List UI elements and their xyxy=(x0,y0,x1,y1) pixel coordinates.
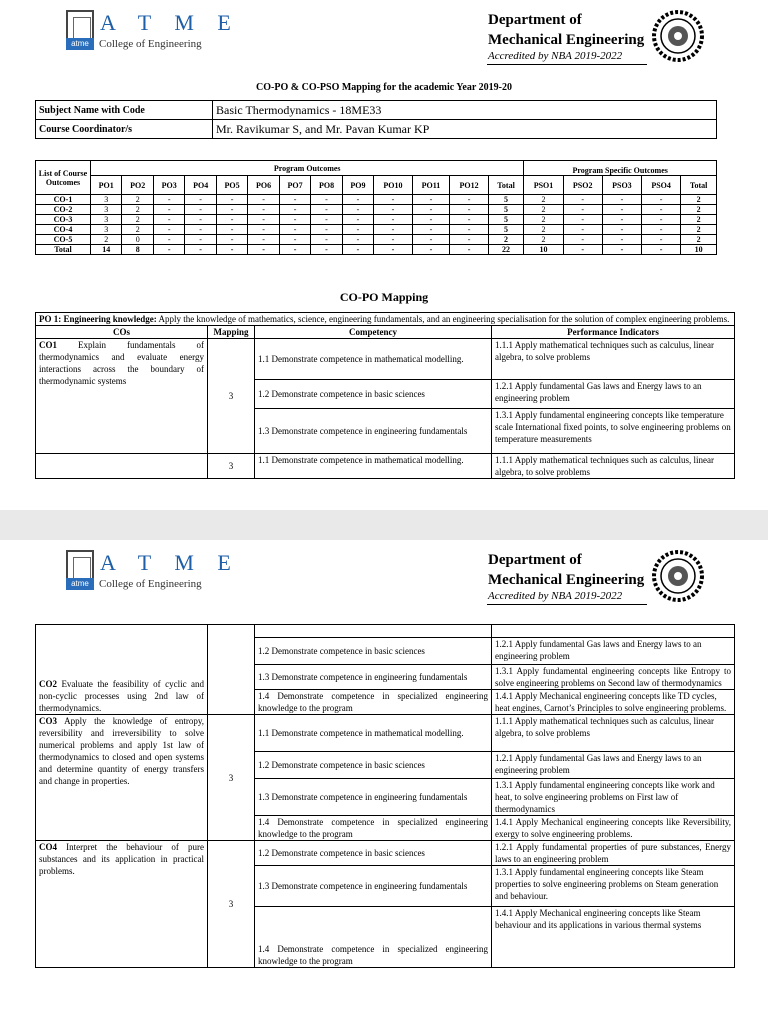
matrix-col-header: PSO2 xyxy=(563,176,602,195)
performance-indicator-cell: 1.2.1 Apply fundamental Gas laws and Energy laws to an engineering problem xyxy=(492,380,735,409)
matrix-cell: 3 xyxy=(91,215,122,225)
co2-mapping-cell xyxy=(208,625,255,715)
matrix-cell: - xyxy=(153,235,184,245)
competency-cell: 1.2 Demonstrate competence in basic sciences xyxy=(255,380,492,409)
document-page-2 xyxy=(0,540,768,1024)
table-row xyxy=(36,176,717,195)
performance-indicator-cell: 1.4.1 Apply Mechanical engineering concepts like Reversibility, exergy to solve engineering problems. xyxy=(492,816,735,841)
competency-cell: 1.1 Demonstrate competence in mathematical modelling. xyxy=(255,339,492,380)
matrix-cell: 2 xyxy=(488,235,524,245)
document-page-1 xyxy=(0,0,768,510)
table-row xyxy=(36,625,735,638)
matrix-cell: 3 xyxy=(91,225,122,235)
matrix-cell: - xyxy=(342,225,373,235)
logo-tag: atme xyxy=(66,578,94,590)
matrix-row-label: CO-4 xyxy=(36,225,91,235)
matrix-col-header: PO3 xyxy=(153,176,184,195)
matrix-row-label: CO-5 xyxy=(36,235,91,245)
table-row xyxy=(36,235,717,245)
header-rule xyxy=(487,64,647,65)
competency-cell: 1.1 Demonstrate competence in mathematical modelling. xyxy=(255,454,492,479)
performance-indicator-cell: 1.1.1 Apply mathematical techniques such as calculus, linear algebra, to solve problems xyxy=(492,715,735,752)
performance-indicator-cell: 1.4.1 Apply Mechanical engineering concepts like Steam behaviour and its applications in various thermal systems xyxy=(492,907,735,968)
logo-text: A T M E xyxy=(100,550,240,575)
matrix-cell: 2 xyxy=(524,235,563,245)
matrix-cell: - xyxy=(216,235,247,245)
subject-name-label: Subject Name with Code xyxy=(36,101,213,120)
table-row xyxy=(36,841,735,866)
matrix-cell: - xyxy=(642,225,681,235)
matrix-cell: - xyxy=(216,195,247,205)
matrix-cell: - xyxy=(563,215,602,225)
competency-cell: 1.3 Demonstrate competence in engineering fundamentals xyxy=(255,665,492,690)
matrix-cell: - xyxy=(450,245,488,255)
matrix-cell: - xyxy=(342,245,373,255)
matrix-cell: - xyxy=(279,215,310,225)
competency-cell: 1.3 Demonstrate competence in engineering fundamentals xyxy=(255,409,492,454)
matrix-cell: - xyxy=(602,195,641,205)
matrix-cell: - xyxy=(602,205,641,215)
matrix-cell: - xyxy=(374,215,412,225)
matrix-cell: 2 xyxy=(122,215,153,225)
competency-cell: 1.4 Demonstrate competence in specialized engineering knowledge to the program xyxy=(255,816,492,841)
competency-cell xyxy=(255,625,492,638)
matrix-cell: - xyxy=(153,245,184,255)
matrix-cell: - xyxy=(412,235,450,245)
matrix-cell: 2 xyxy=(681,195,717,205)
matrix-cell: 22 xyxy=(488,245,524,255)
matrix-cell: - xyxy=(153,215,184,225)
performance-indicator-cell: 1.2.1 Apply fundamental properties of pure substances, Energy laws to an engineering problem xyxy=(492,841,735,866)
matrix-col-header: PO9 xyxy=(342,176,373,195)
matrix-cell: - xyxy=(216,215,247,225)
matrix-cell: - xyxy=(642,195,681,205)
matrix-col-header: PO5 xyxy=(216,176,247,195)
matrix-cell: - xyxy=(642,245,681,255)
matrix-cell: 14 xyxy=(91,245,122,255)
matrix-cell: - xyxy=(216,245,247,255)
matrix-cell: - xyxy=(374,205,412,215)
matrix-cell: - xyxy=(374,235,412,245)
matrix-cell: - xyxy=(185,215,216,225)
matrix-cell: - xyxy=(185,245,216,255)
matrix-cell: - xyxy=(311,235,342,245)
matrix-col-header: PSO1 xyxy=(524,176,563,195)
logo-text: A T M E xyxy=(100,10,240,35)
document-title: CO-PO & CO-PSO Mapping for the academic Year 2019-20 xyxy=(256,82,512,93)
co-po-matrix-table xyxy=(35,160,717,255)
co-po-mapping-table-continued xyxy=(35,624,735,968)
subject-info-table xyxy=(35,100,717,139)
matrix-cell: - xyxy=(185,225,216,235)
po-group-header: Program Outcomes xyxy=(91,161,524,176)
matrix-cell: 2 xyxy=(524,205,563,215)
matrix-col-header: PO2 xyxy=(122,176,153,195)
table-row xyxy=(36,225,717,235)
performance-indicator-cell: 1.3.1 Apply fundamental engineering concepts like temperature scale International fixed points, to solve engineering problems on temperature measurements xyxy=(492,409,735,454)
matrix-cell: 2 xyxy=(681,205,717,215)
matrix-cell: - xyxy=(248,215,279,225)
co2-mapping-value: 3 xyxy=(208,454,255,479)
matrix-col-header: PO1 xyxy=(91,176,122,195)
matrix-cell: - xyxy=(342,205,373,215)
matrix-cell: 5 xyxy=(488,195,524,205)
col-header-competency: Competency xyxy=(255,326,492,339)
matrix-col-header: PSO4 xyxy=(642,176,681,195)
col-header-performance-indicators: Performance Indicators xyxy=(492,326,735,339)
competency-cell: 1.2 Demonstrate competence in basic sciences xyxy=(255,752,492,779)
matrix-cell: - xyxy=(563,245,602,255)
matrix-cell: - xyxy=(153,205,184,215)
performance-indicator-cell: 1.3.1 Apply fundamental engineering concepts like work and heat, to solve engineering problems on First law of thermodynamics xyxy=(492,779,735,816)
matrix-cell: - xyxy=(412,205,450,215)
matrix-cell: 2 xyxy=(122,195,153,205)
matrix-cell: 3 xyxy=(91,205,122,215)
performance-indicator-cell: 1.4.1 Apply Mechanical engineering concepts like TD cycles, heat engines, Carnot’s Principles to solve engineering problems. xyxy=(492,690,735,715)
matrix-cell: 2 xyxy=(122,225,153,235)
matrix-cell: - xyxy=(311,245,342,255)
matrix-cell: - xyxy=(279,235,310,245)
matrix-cell: 5 xyxy=(488,205,524,215)
matrix-cell: 2 xyxy=(122,205,153,215)
matrix-cell: - xyxy=(279,205,310,215)
matrix-cell: 5 xyxy=(488,215,524,225)
matrix-cell: - xyxy=(279,195,310,205)
co1-mapping-value: 3 xyxy=(208,339,255,454)
matrix-corner-header: List of Course Outcomes xyxy=(36,161,91,195)
mapping-title: CO-PO Mapping xyxy=(339,290,429,304)
matrix-cell: - xyxy=(311,195,342,205)
matrix-cell: - xyxy=(153,195,184,205)
matrix-col-header: PO10 xyxy=(374,176,412,195)
table-row xyxy=(36,245,717,255)
matrix-cell: - xyxy=(412,195,450,205)
performance-indicator-cell: 1.1.1 Apply mathematical techniques such as calculus, linear algebra, to solve problems xyxy=(492,454,735,479)
co4-description: CO4 Interpret the behaviour of pure substances and its application in practical problems. xyxy=(36,841,208,968)
matrix-cell: - xyxy=(342,215,373,225)
matrix-cell: 2 xyxy=(91,235,122,245)
performance-indicator-cell: 1.2.1 Apply fundamental Gas laws and Energy laws to an engineering problem xyxy=(492,752,735,779)
matrix-cell: - xyxy=(248,205,279,215)
matrix-cell: - xyxy=(153,225,184,235)
matrix-cell: 2 xyxy=(524,215,563,225)
matrix-cell: 2 xyxy=(524,195,563,205)
matrix-cell: - xyxy=(342,195,373,205)
matrix-row-label: CO-2 xyxy=(36,205,91,215)
matrix-cell: - xyxy=(279,245,310,255)
matrix-cell: - xyxy=(374,245,412,255)
matrix-cell: - xyxy=(412,215,450,225)
competency-cell: 1.2 Demonstrate competence in basic sciences xyxy=(255,638,492,665)
table-row xyxy=(36,715,735,752)
competency-cell: 1.4 Demonstrate competence in specialized engineering knowledge to the program xyxy=(255,690,492,715)
matrix-col-header: PO8 xyxy=(311,176,342,195)
po1-description: PO 1: Engineering knowledge: Apply the knowledge of mathematics, science, engineering fundamentals, and an engineering specialisation for the solution of complex engineering problems. xyxy=(36,313,735,326)
matrix-cell: - xyxy=(216,205,247,215)
matrix-cell: - xyxy=(602,215,641,225)
table-row xyxy=(36,161,717,176)
table-row xyxy=(36,120,717,139)
matrix-cell: - xyxy=(342,235,373,245)
table-row xyxy=(36,101,717,120)
table-row xyxy=(36,313,735,326)
competency-cell: 1.1 Demonstrate competence in mathematical modelling. xyxy=(255,715,492,752)
matrix-cell: - xyxy=(450,235,488,245)
matrix-row-label: CO-3 xyxy=(36,215,91,225)
competency-cell: 1.2 Demonstrate competence in basic sciences xyxy=(255,841,492,866)
matrix-cell: - xyxy=(216,225,247,235)
matrix-cell: 0 xyxy=(122,235,153,245)
matrix-cell: - xyxy=(642,215,681,225)
co3-mapping-value: 3 xyxy=(208,715,255,841)
matrix-cell: - xyxy=(450,215,488,225)
matrix-col-header: PO12 xyxy=(450,176,488,195)
matrix-cell: - xyxy=(602,235,641,245)
matrix-cell: - xyxy=(374,195,412,205)
performance-indicator-cell: 1.1.1 Apply mathematical techniques such as calculus, linear algebra, to solve problems xyxy=(492,339,735,380)
competency-cell: 1.3 Demonstrate competence in engineering fundamentals xyxy=(255,779,492,816)
col-header-cos: COs xyxy=(36,326,208,339)
matrix-cell: - xyxy=(602,245,641,255)
col-header-mapping: Mapping xyxy=(208,326,255,339)
table-row xyxy=(36,205,717,215)
matrix-cell: 2 xyxy=(681,235,717,245)
college-emblem-icon xyxy=(652,10,704,62)
matrix-cell: 2 xyxy=(524,225,563,235)
header-rule xyxy=(487,604,647,605)
subject-name-value: Basic Thermodynamics - 18ME33 xyxy=(213,101,717,120)
co4-mapping-value: 3 xyxy=(208,841,255,968)
matrix-cell: - xyxy=(563,195,602,205)
college-name: College of Engineering xyxy=(99,578,202,590)
co-description-empty xyxy=(36,454,208,479)
matrix-cell: 3 xyxy=(91,195,122,205)
matrix-row-label: CO-1 xyxy=(36,195,91,205)
matrix-cell: - xyxy=(450,225,488,235)
accreditation-text: Accredited by NBA 2019-2022 xyxy=(488,590,623,602)
pso-group-header: Program Specific Outcomes xyxy=(524,161,717,176)
matrix-cell: - xyxy=(412,245,450,255)
matrix-cell: - xyxy=(311,225,342,235)
matrix-cell: - xyxy=(248,225,279,235)
coordinator-label: Course Coordinator/s xyxy=(36,120,213,139)
matrix-cell: - xyxy=(311,215,342,225)
table-row xyxy=(36,326,735,339)
table-row xyxy=(36,339,735,380)
matrix-cell: - xyxy=(563,205,602,215)
matrix-col-header: PO6 xyxy=(248,176,279,195)
matrix-cell: - xyxy=(450,195,488,205)
matrix-cell: - xyxy=(602,225,641,235)
matrix-cell: - xyxy=(311,205,342,215)
accreditation-text: Accredited by NBA 2019-2022 xyxy=(488,50,623,62)
co-po-mapping-table xyxy=(35,312,735,479)
matrix-cell: - xyxy=(412,225,450,235)
co1-description: CO1 Explain fundamentals of thermodynamics and evaluate energy interactions across the boundary of thermodynamic systems xyxy=(36,339,208,454)
matrix-col-header: Total xyxy=(681,176,717,195)
competency-cell: 1.3 Demonstrate competence in engineering fundamentals xyxy=(255,866,492,907)
matrix-col-header: PO4 xyxy=(185,176,216,195)
matrix-cell: 10 xyxy=(681,245,717,255)
matrix-cell: 2 xyxy=(681,225,717,235)
matrix-cell: 8 xyxy=(122,245,153,255)
matrix-col-header: PSO3 xyxy=(602,176,641,195)
matrix-cell: - xyxy=(248,245,279,255)
performance-indicator-cell: 1.2.1 Apply fundamental Gas laws and Energy laws to an engineering problem xyxy=(492,638,735,665)
matrix-cell: 10 xyxy=(524,245,563,255)
department-name: Department of Mechanical Engineering xyxy=(488,12,645,48)
matrix-cell: - xyxy=(185,235,216,245)
matrix-col-header: PO7 xyxy=(279,176,310,195)
co3-description: CO3 Apply the knowledge of entropy, reversibility and irreversibility to solve numerical problems and apply 1st law of thermodynamics to closed and open systems and determine quantity of energy transfers and change in properties. xyxy=(36,715,208,841)
matrix-cell: - xyxy=(642,235,681,245)
table-row xyxy=(36,195,717,205)
matrix-cell: - xyxy=(185,205,216,215)
matrix-cell: - xyxy=(279,225,310,235)
college-emblem-icon xyxy=(652,550,704,602)
coordinator-value: Mr. Ravikumar S, and Mr. Pavan Kumar KP xyxy=(213,120,717,139)
performance-indicator-cell: 1.3.1 Apply fundamental engineering concepts like Steam properties to solve engineering problems on Steam generation and behaviour. xyxy=(492,866,735,907)
matrix-cell: - xyxy=(248,235,279,245)
matrix-cell: - xyxy=(185,195,216,205)
college-name: College of Engineering xyxy=(99,38,202,50)
matrix-col-header: Total xyxy=(488,176,524,195)
performance-indicator-cell: 1.3.1 Apply fundamental engineering concepts like Entropy to solve engineering problems on Second law of thermodynamics xyxy=(492,665,735,690)
matrix-cell: - xyxy=(248,195,279,205)
co2-description: CO2 Evaluate the feasibility of cyclic and non-cyclic processes using 2nd law of thermodynamics. xyxy=(36,625,208,715)
matrix-cell: 2 xyxy=(681,215,717,225)
matrix-cell: - xyxy=(450,205,488,215)
matrix-cell: - xyxy=(563,225,602,235)
matrix-row-label: Total xyxy=(36,245,91,255)
matrix-cell: - xyxy=(563,235,602,245)
matrix-cell: - xyxy=(374,225,412,235)
competency-cell: 1.4 Demonstrate competence in specialized engineering knowledge to the program xyxy=(255,907,492,968)
performance-indicator-cell xyxy=(492,625,735,638)
logo-tag: atme xyxy=(66,38,94,50)
matrix-col-header: PO11 xyxy=(412,176,450,195)
matrix-cell: - xyxy=(642,205,681,215)
table-row xyxy=(36,454,735,479)
table-row xyxy=(36,215,717,225)
department-name: Department of Mechanical Engineering xyxy=(488,552,645,588)
matrix-cell: 5 xyxy=(488,225,524,235)
